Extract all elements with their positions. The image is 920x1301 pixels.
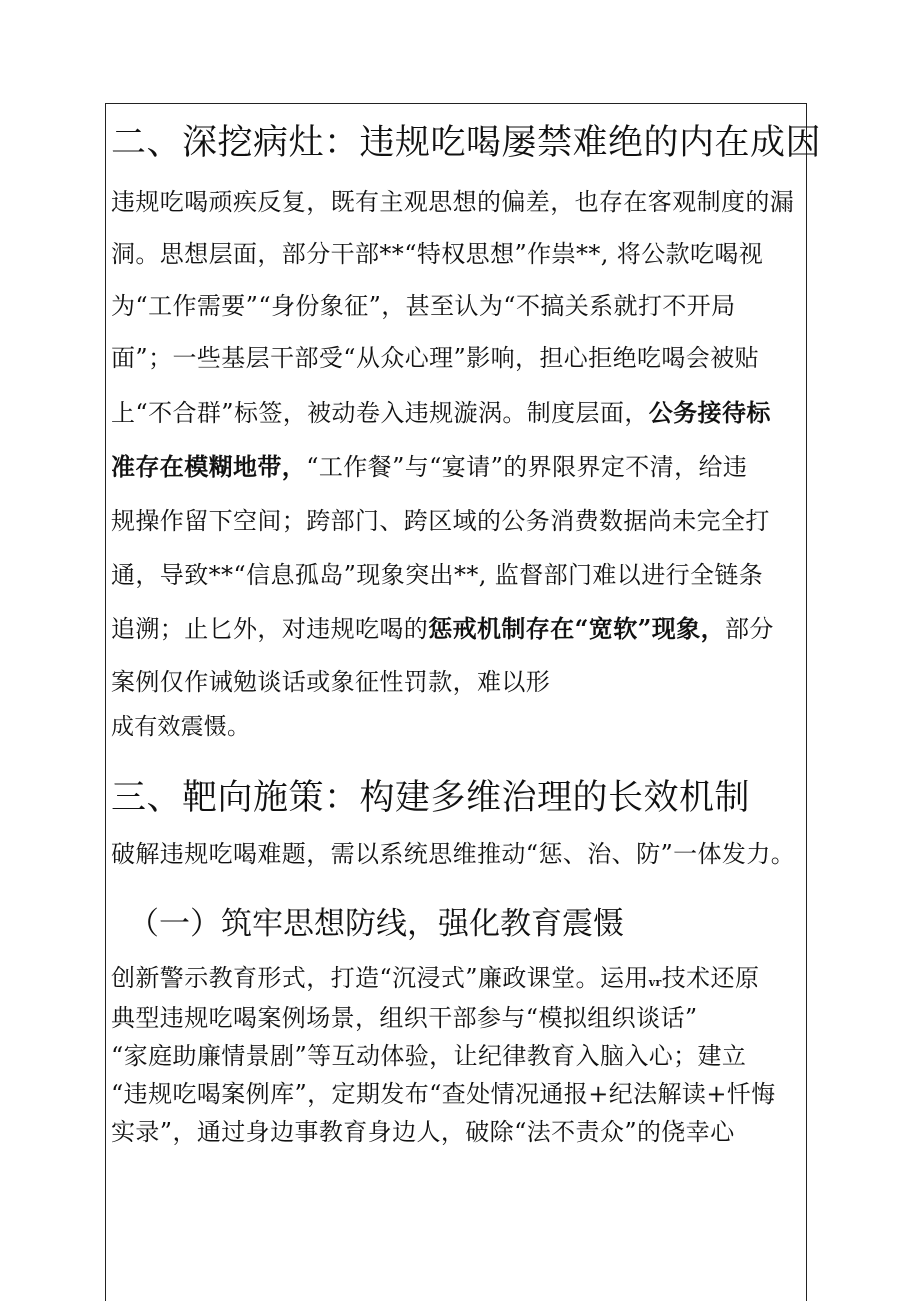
section2-line-11 [111,708,250,741]
section3-heading: 三、靶向施策：构建多维治理的长效机制 [111,778,751,818]
subsection1-line-2 [111,998,698,1033]
text-run: “家庭助廉情景剧”等互动体验，让纪律教育入脑入心；建立 [111,1042,747,1070]
section2-line-3 [111,286,736,321]
section2-line-1 [111,182,794,217]
bold-run: 准存在模糊地带， [111,452,307,481]
subsection1-line-5 [111,1112,735,1147]
section2-heading: 二、深挖病灶：违规吃喝屡禁难绝的内在成因 [111,123,822,163]
text-run: 面”；一些基层干部受“从众心理”影响，担心拒绝吃喝会被贴 [111,344,760,372]
text-run: 违规吃喝顽疾反复，既有主观思想的偏差，也存在客观制度的漏 [111,188,795,216]
text-run: 追溯；止匕外，对违规吃喝的 [111,615,429,643]
section2-line-4 [111,338,759,373]
text-run: “工作餐”与“宴请”的界限界定不清，给违 [306,453,748,481]
text-run: 洞。思想层面，部分干部**“特权思想”作祟**, 将公款吃喝视 [111,240,764,268]
subsection1-line-3 [111,1036,746,1071]
bold-run: 公务接待标 [648,398,771,427]
text-run: 典型违规吃喝案例场景，组织干部参与“模拟组织谈话” [111,1004,698,1032]
section2-line-2 [111,234,763,269]
subsection1-heading: （一）筑牢思想防线，强化教育震慑 [128,906,624,942]
text-run: “违规吃喝案例库”，定期发布“查处情况通报+纪法解读+忏悔 [111,1080,776,1108]
text-run: 案例仅作诫勉谈话或象征性罚款，难以形 [111,668,551,696]
section2-line-10 [111,662,550,697]
section2-line-5 [111,393,771,428]
subsection1-line-1 [111,958,759,993]
section2-line-7 [111,501,770,536]
text-run: 通，导致**“信息孤岛”现象突出**, 监督部门难以进行全链条 [111,561,764,589]
text-run: 创新警示教育形式，打造“沉浸式”廉政课堂。运用 [111,964,649,992]
bold-run: 惩戒机制存在“宽软”现象， [428,614,726,643]
section3-intro: 破解违规吃喝难题，需以系统思维推动“惩、治、防”一体发力。 [111,840,796,868]
section2-line-8 [111,555,763,590]
text-run: 为“工作需要”“身份象征”，甚至认为“不搞关系就打不开局 [111,292,736,320]
text-run: 成有效震慑。 [111,714,251,740]
text-run: 实录”，通过身边事教育身边人，破除“法不责众”的侥幸心 [111,1118,735,1146]
vr-abbrev: vr [648,976,662,989]
subsection1-line-4 [111,1074,776,1109]
section2-line-6 [111,447,747,482]
text-run: 规操作留下空间；跨部门、跨区域的公务消费数据尚未完全打 [111,507,770,535]
text-run: 技术还原 [661,964,760,992]
text-run: 上“不合群”标签，被动卷入违规漩涡。制度层面， [111,399,649,427]
text-run: 部分 [725,615,774,643]
section2-line-9 [111,609,774,644]
